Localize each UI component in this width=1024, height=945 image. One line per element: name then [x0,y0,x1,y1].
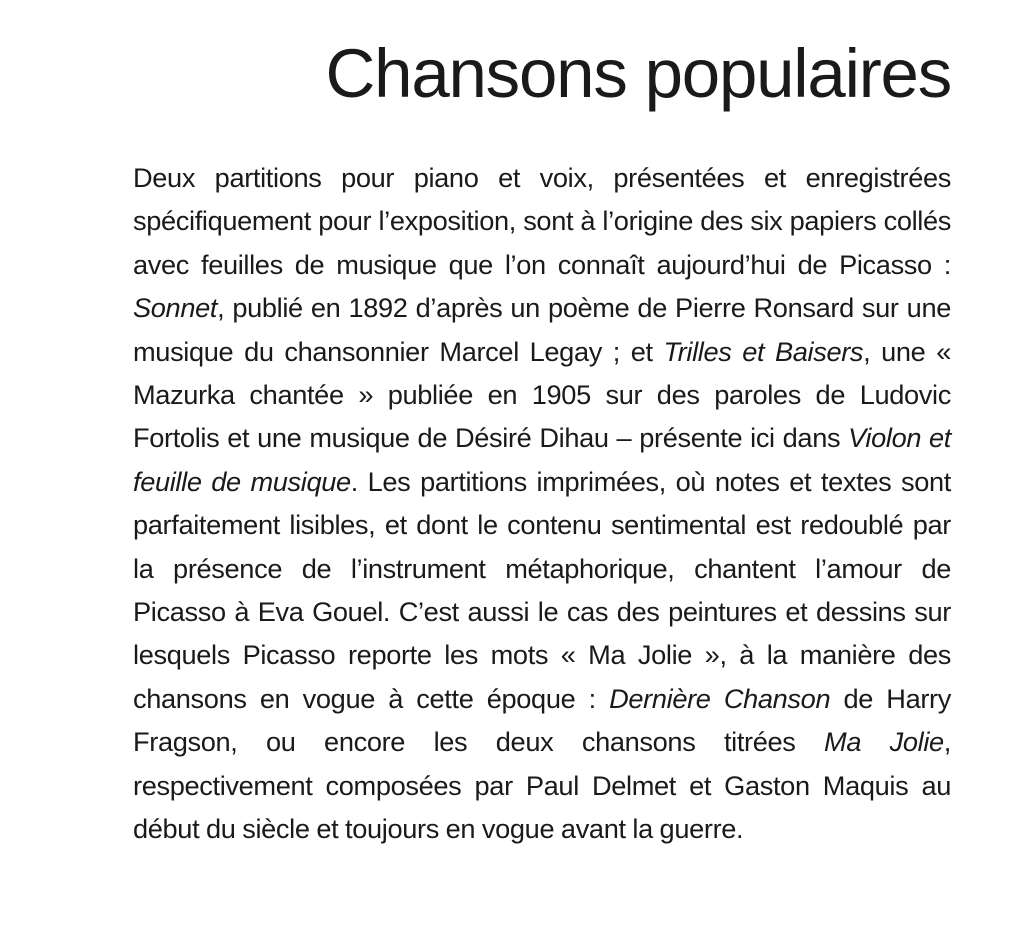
work-title-derniere-chanson: Dernière Chanson [609,682,831,714]
text-segment: Deux partitions pour piano et voix, présentées et enregistrées spécifiquement pour l’exposition, sont à l’origine des six papiers collés avec feuilles de musique que l’on connaît aujourd’hui de Picasso : [133,162,951,280]
text-segment: , une « Mazurka chantée » publiée en 1905 sur des paroles de Ludovic Fortolis et une musique de Désiré Dihau – présente ici dans [133,335,951,454]
text-segment: de Harry Fragson, ou encore les deux chansons titrées [133,682,951,758]
work-title-trilles-et-baisers: Trilles et Baisers [663,335,864,367]
text-segment: . Les partitions imprimées, où notes et textes sont parfaitement lisibles, et dont le contenu sentimental est redoublé par la présence de l’instrument métaphorique, chantent l’amour de Picasso à Eva Gouel. C’est aussi le cas des peintures et dessins sur lesquels Picasso reporte les mots « Ma Jolie », à la manière des chansons en vogue à cette époque : [133,465,951,714]
page-title: Chansons populaires [325,35,951,112]
work-title-violon-et-feuille-de-musique: Violon et feuille de musique [133,422,951,497]
work-title-sonnet: Sonnet [133,292,218,324]
work-title-ma-jolie: Ma Jolie [824,726,944,758]
document-page [133,0,951,851]
text-segment: , publié en 1892 d’après un poème de Pierre Ronsard sur une musique du chansonnier Marcel Legay ; et [133,292,951,367]
text-segment: , respectivement composées par Paul Delmet et Gaston Maquis au début du siècle et toujours en vogue avant la guerre. [133,726,952,845]
body-paragraph [133,156,951,851]
